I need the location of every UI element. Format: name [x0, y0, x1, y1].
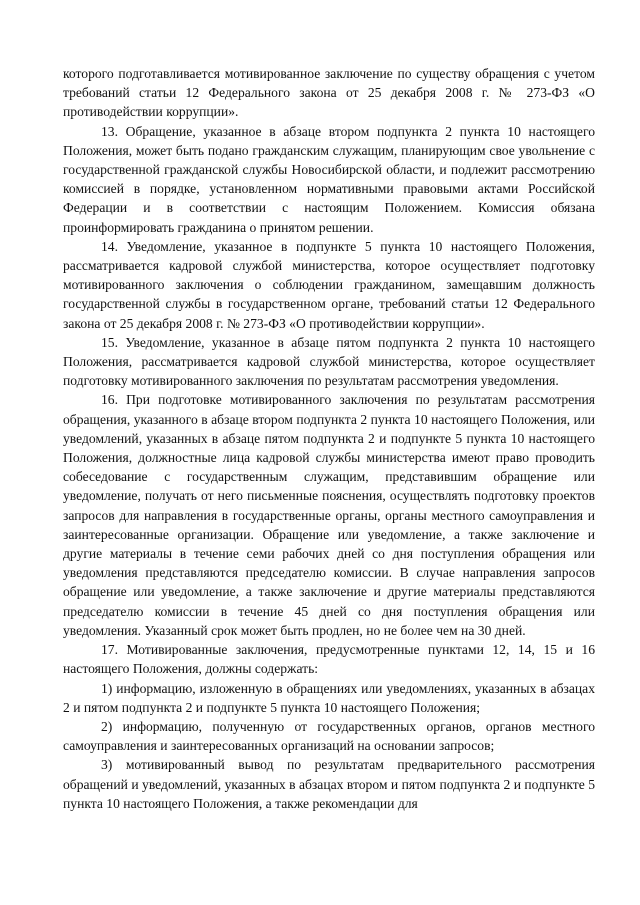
paragraph-continuation: которого подготавливается мотивированное заключение по существу обращения с учетом требований статьи 12 Федерального закона от 25 декабря 2008 г. № 273-ФЗ «О противодействии коррупции». [63, 66, 595, 120]
list-item-3: 3) мотивированный вывод по результатам предварительного рассмотрения обращений и уведомлений, указанных в абзацах втором и пятом подпункта 2 и подпункте 5 пункта 10 настоящего Положения, а также рекомендации для [63, 757, 595, 811]
paragraph-13: 13. Обращение, указанное в абзаце втором подпункта 2 пункта 10 настоящего Положения, может быть подано гражданским служащим, планирующим свое увольнение с государственной гражданской службы Новосибирской области, и подлежит рассмотрению комиссией в порядке, установленном нормативными правовыми актами Российской Федерации и в соответствии с настоящим Положением. Комиссия обязана проинформировать гражданина о принятом решении. [63, 123, 595, 235]
list-item-2: 2) информацию, полученную от государственных органов, органов местного самоуправления и заинтересованных организаций на основании запросов; [63, 718, 595, 754]
document-body [63, 64, 595, 813]
paragraph-15: 15. Уведомление, указанное в абзаце пятом подпункта 2 пункта 10 настоящего Положения, рассматривается кадровой службой министерства, которое осуществляет подготовку мотивированного заключения по результатам рассмотрения уведомления. [63, 334, 595, 389]
list-item-1: 1) информацию, изложенную в обращениях или уведомлениях, указанных в абзацах 2 и пятом подпункта 2 и подпункте 5 пункта 10 настоящего Положения; [63, 680, 595, 715]
paragraph-17: 17. Мотивированные заключения, предусмотренные пунктами 12, 14, 15 и 16 настоящего Положения, должны содержать: [63, 642, 595, 677]
paragraph-16: 16. При подготовке мотивированного заключения по результатам рассмотрения обращения, указанного в абзаце втором подпункта 2 пункта 10 настоящего Положения, или уведомлений, указанных в абзаце пятом подпункта 2 и подпункте 5 пункта 10 настоящего Положения, должностные лица кадровой службы министерства имеют право проводить собеседование с государственным служащим, представившим обращение или уведомление, получать от него письменные пояснения, осуществлять подготовку проектов запросов для направления в государственные органы, органы местного самоуправления и заинтересованные организации. Обращение или уведомление, а также заключение и другие материалы в течение семи рабочих дней со дня поступления обращения или уведомления представляются председателю комиссии. В случае направления запросов обращение или уведомление, а также заключение и другие материалы представляются председателю комиссии в течение 45 дней со дня поступления обращения или уведомления. Указанный срок может быть продлен, но не более чем на 30 дней. [63, 392, 595, 638]
paragraph-14: 14. Уведомление, указанное в подпункте 5 пункта 10 настоящего Положения, рассматривается кадровой службой министерства, которое осуществляет подготовку мотивированного заключения о соблюдении гражданином, замещавшим должность государственной службы в государственном органе, требований статьи 12 Федерального закона от 25 декабря 2008 г. № 273-ФЗ «О противодействии коррупции». [63, 238, 595, 331]
